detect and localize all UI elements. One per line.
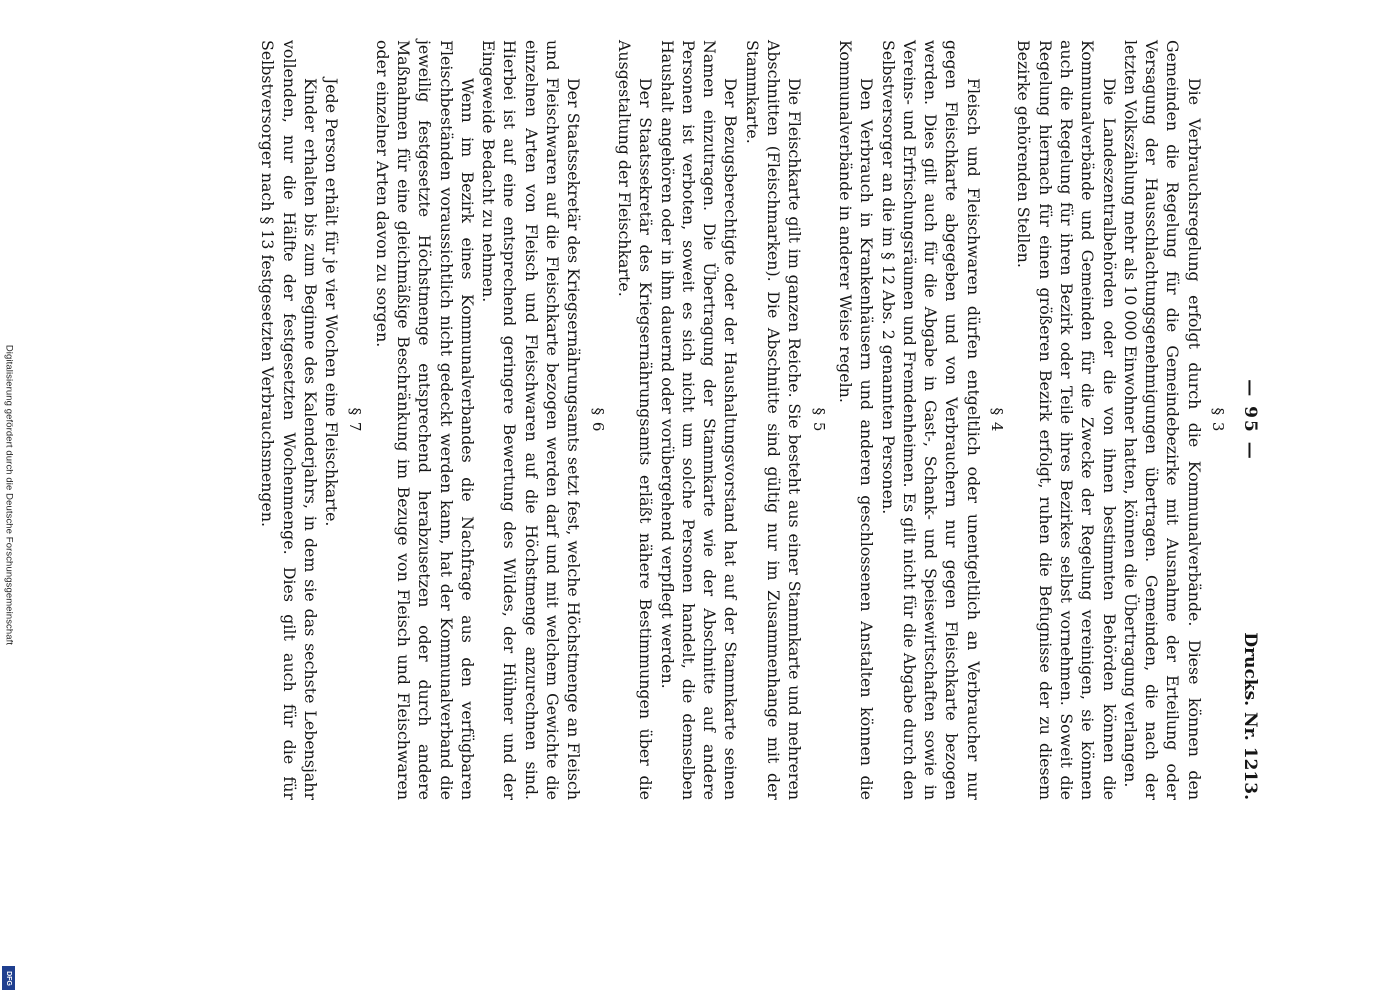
paragraph: Kinder erhalten bis zum Beginne des Kalenderjahrs, in dem sie das sechste Lebensjahr vollenden, nur die Hälfte der festgesetzten Wochenmenge. Dies gilt auch für die für Selbstversorger nach § 13 festgesetzten Verbrauchsmengen. xyxy=(258,40,320,800)
section-heading: § 5 xyxy=(809,407,828,433)
paragraph: Die Fleischkarte gilt im ganzen Reiche. Sie besteht aus einer Stammkarte und mehreren Abschnitten (Fleischmarken). Die Abschnitte sind gültig nur im Zusammenhange mit der Stammkarte. xyxy=(742,40,805,800)
paragraph: Der Bezugsberechtigte oder der Haushaltungsvorstand hat auf der Stammkarte seinen Namen einzutragen. Die Übertragung der Stammkarte wie der Abschnitte auf andere Personen ist verboten, soweit es sich nicht um solche Personen handelt, die demselben Haushalt angehören oder in ihm dauernd oder vorübergehend verpflegt werden. xyxy=(657,40,741,800)
running-head xyxy=(1234,40,1260,800)
section-heading: § 3 xyxy=(1209,407,1227,433)
credit-text: Digitalisierung gefördert durch die Deutsche Forschungsgemeinschaft xyxy=(3,344,15,646)
section-5 xyxy=(614,40,829,800)
document-body xyxy=(120,40,1260,800)
paragraph: Die Verbrauchsregelung erfolgt durch die Kommunalverbände. Diese können den Gemeinden die Regelung für die Gemeindebezirke mit Ausnahme der Erteilung oder Versagung der Hausschlachtungsgenehmigungen übertragen. Gemeinden, die nach der letzten Volkszählung mehr als 10 000 Einwohner hatten, können die Übertragung verlangen. xyxy=(1120,40,1204,800)
section-heading: § 6 xyxy=(588,407,607,433)
paragraph: Fleisch und Fleischwaren dürfen entgeltlich oder unentgeltlich an Verbraucher nur gegen Fleischkarte abgegeben und von Verbrauchern nur gegen Fleischkarte bezogen werden. Dies gilt auch für die Abgabe in Gast-, Schank- und Speisewirtschaften sowie in Vereins- und Erfrischungsräumen und Fremdenheimen. Es gilt nicht für die Abgabe durch den Selbstversorger an die im § 12 Abs. 2 genannten Personen. xyxy=(878,40,983,800)
document-reference: Drucks. Nr. 1213. xyxy=(1240,632,1260,800)
dfg-logo-text: DFG xyxy=(5,970,12,986)
paragraph: Den Verbrauch in Krankenhäusern und anderen geschlossenen Anstalten können die Kommunalverbände in anderer Weise regeln. xyxy=(835,40,877,800)
section-heading: § 4 xyxy=(988,407,1007,433)
paragraph: Wenn im Bezirk eines Kommunalverbandes die Nachfrage aus den verfügbaren Fleischbeständen voraussichtlich nicht gedeckt werden kann, hat der Kommunalverband die jeweilig festgesetzte Höchstmenge entsprechend herabzusetzen oder durch andere Maßnahmen für eine gleichmäßige Beschränkung im Bezuge von Fleisch und Fleischwaren oder einzelner Arten davon zu sorgen. xyxy=(372,40,477,800)
section-7 xyxy=(257,40,365,800)
digitization-credit xyxy=(0,0,18,1000)
paragraph: Der Staatssekretär des Kriegsernährungsamts setzt fest, welche Höchstmenge an Fleisch und Fleischwaren auf die Fleischkarte bezogen werden darf und mit welchem Gewichte die einzelnen Arten von Fleisch und Fleischwaren auf die Höchstmenge anzurechnen sind. Hierbei ist auf eine entsprechend geringere Bewertung des Wildes, der Hühner und der Eingeweide Bedacht zu nehmen. xyxy=(479,40,584,800)
section-4 xyxy=(835,40,1007,800)
paragraph: Jede Person erhält für je vier Wochen eine Fleischkarte. xyxy=(322,78,342,527)
page-number: — 95 — xyxy=(1240,379,1260,461)
section-heading: § 7 xyxy=(346,407,365,433)
section-6 xyxy=(371,40,607,800)
dfg-logo xyxy=(2,966,15,990)
paragraph: Die Landeszentralbehörden oder die von ihnen bestimmten Behörden können die Kommunalverbände und Gemeinden für die Zwecke der Regelung vereinigen, sie können auch die Regelung für ihren Bezirk oder Teile ihres Bezirkes selbst vornehmen. Soweit die Regelung hiernach für einen größeren Bezirk erfolgt, ruhen die Befugnisse der zu diesem Bezirke gehörenden Stellen. xyxy=(1014,40,1119,800)
paragraph: Der Staatssekretär des Kriegsernährungsamts erläßt nähere Bestimmungen über die Ausgestaltung der Fleischkarte. xyxy=(614,40,656,800)
section-3 xyxy=(1013,40,1228,800)
